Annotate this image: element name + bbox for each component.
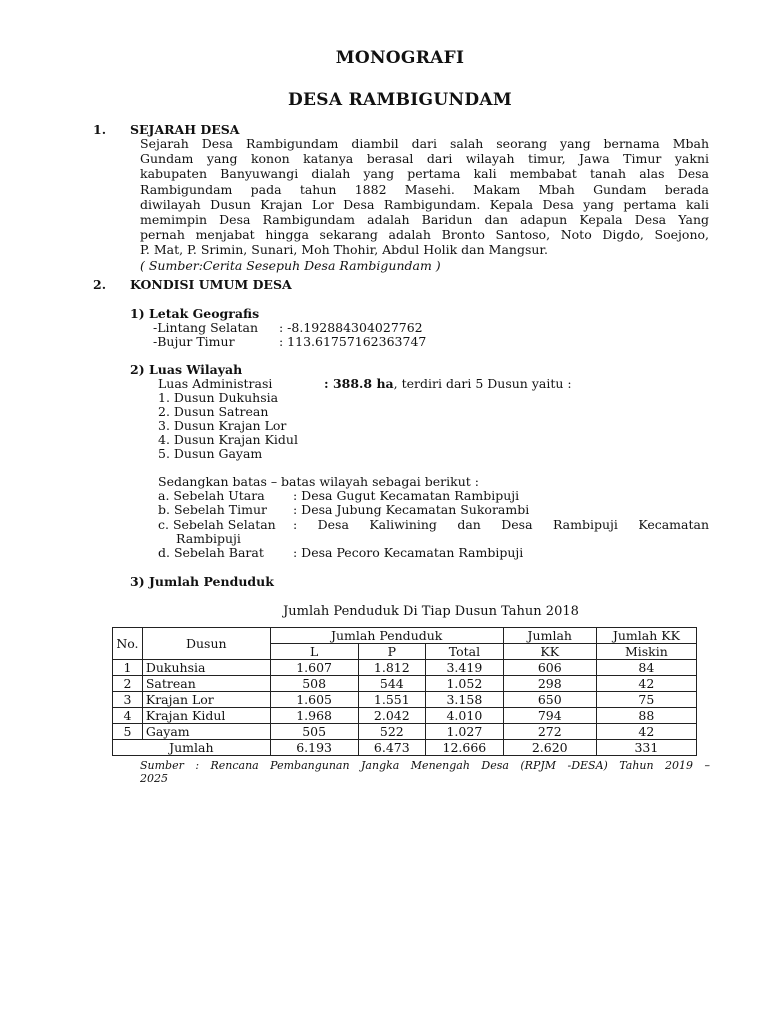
total-kk: 2.620 (503, 740, 596, 756)
border-south-continuation: Rambipuji (176, 531, 241, 546)
section-2-number: 2. (93, 277, 107, 292)
latitude-value: : -8.192884304027762 (279, 320, 423, 335)
border-east-label: b. Sebelah Timur (158, 502, 267, 517)
header-dusun: Dusun (142, 628, 270, 660)
source-note-line: 2025 (140, 771, 168, 785)
admin-area-label: Luas Administrasi (158, 376, 273, 391)
cell-miskin: 42 (596, 724, 696, 740)
cell-no: 1 (113, 660, 143, 676)
border-east-value: : Desa Jubung Kecamatan Sukorambi (293, 502, 530, 517)
border-intro: Sedangkan batas – batas wilayah sebagai berikut : (158, 474, 479, 489)
cell-kk: 794 (503, 708, 596, 724)
header-kk-miskin-2: Miskin (596, 644, 696, 660)
cell-p: 1.812 (358, 660, 425, 676)
dusun-list-item: 1. Dusun Dukuhsia (158, 390, 279, 405)
geo-heading: 1) Letak Geografis (130, 306, 260, 321)
source-note-line: Sumber : Rencana Pembangunan Jangka Menengah Desa (RPJM -DESA) Tahun 2019 – (140, 759, 710, 772)
table-caption: Jumlah Penduduk Di Tiap Dusun Tahun 2018 (283, 604, 579, 619)
document-subtitle: DESA RAMBIGUNDAM (288, 90, 512, 110)
cell-p: 1.551 (358, 692, 425, 708)
dusun-list-item: 2. Dusun Satrean (158, 404, 269, 419)
total-l: 6.193 (270, 740, 358, 756)
history-line: pernah menjabat hingga sekarang adalah Bronto Santoso, Noto Digdo, Soejono, (140, 227, 709, 243)
dusun-list-item: 4. Dusun Krajan Kidul (158, 432, 298, 447)
total-miskin: 331 (596, 740, 696, 756)
section-1-heading: SEJARAH DESA (130, 122, 240, 137)
border-south-value: : Desa Kaliwining dan Desa Rambipuji Kecamatan (293, 517, 709, 532)
total-label: Jumlah (113, 740, 271, 756)
total-p: 6.473 (358, 740, 425, 756)
admin-area-text (324, 376, 572, 391)
header-jumlah-penduduk: Jumlah Penduduk (270, 628, 503, 644)
cell-dusun: Satrean (142, 676, 270, 692)
cell-kk: 298 (503, 676, 596, 692)
cell-dusun: Gayam (142, 724, 270, 740)
cell-no: 3 (113, 692, 143, 708)
table-row (113, 660, 697, 676)
cell-l: 505 (270, 724, 358, 740)
header-no: No. (113, 628, 143, 660)
border-west-label: d. Sebelah Barat (158, 545, 264, 560)
cell-p: 2.042 (358, 708, 425, 724)
history-line: kabupaten Banyuwangi dialah yang pertama kali membabat tanah alas Desa (140, 166, 709, 182)
table-row (113, 708, 697, 724)
cell-miskin: 42 (596, 676, 696, 692)
cell-no: 5 (113, 724, 143, 740)
cell-total: 3.419 (426, 660, 504, 676)
table-source-note (140, 760, 710, 785)
longitude-value: : 113.61757162363747 (279, 334, 427, 349)
section-1-number: 1. (93, 122, 107, 137)
cell-total: 3.158 (426, 692, 504, 708)
latitude-label: -Lintang Selatan (153, 320, 259, 335)
cell-no: 2 (113, 676, 143, 692)
cell-l: 1.605 (270, 692, 358, 708)
header-total: Total (426, 644, 504, 660)
header-p: P (358, 644, 425, 660)
cell-total: 1.027 (426, 724, 504, 740)
cell-l: 1.607 (270, 660, 358, 676)
cell-l: 1.968 (270, 708, 358, 724)
history-line: Gundam yang konon katanya berasal dari wilayah timur, Jawa Timur yakni (140, 151, 709, 167)
header-jumlah-kk-2: KK (503, 644, 596, 660)
cell-kk: 272 (503, 724, 596, 740)
header-l: L (270, 644, 358, 660)
dusun-list-item: 5. Dusun Gayam (158, 446, 263, 461)
admin-area-suffix: , terdiri dari 5 Dusun yaitu : (393, 376, 572, 391)
table-total-row (113, 740, 697, 756)
cell-p: 522 (358, 724, 425, 740)
border-south-label: c. Sebelah Selatan (158, 517, 276, 532)
section-2-heading: KONDISI UMUM DESA (130, 277, 292, 292)
cell-l: 508 (270, 676, 358, 692)
population-table (112, 627, 697, 756)
border-north-label: a. Sebelah Utara (158, 488, 265, 503)
dusun-list-item: 3. Dusun Krajan Lor (158, 418, 287, 433)
table-header-row (113, 628, 697, 644)
cell-dusun: Krajan Kidul (142, 708, 270, 724)
cell-miskin: 88 (596, 708, 696, 724)
history-line: Sejarah Desa Rambigundam diambil dari salah seorang yang bernama Mbah (140, 136, 709, 151)
history-line: Rambigundam pada tahun 1882 Masehi. Makam Mbah Gundam berada (140, 181, 709, 197)
cell-dusun: Krajan Lor (142, 692, 270, 708)
cell-total: 1.052 (426, 676, 504, 692)
cell-miskin: 84 (596, 660, 696, 676)
border-west-value: : Desa Pecoro Kecamatan Rambipuji (293, 545, 524, 560)
table-row (113, 692, 697, 708)
history-line: P. Mat, P. Srimin, Sunari, Moh Thohir, Abdul Holik dan Mangsur. (140, 242, 548, 258)
admin-area-value: : 388.8 ha (324, 376, 394, 391)
total-total: 12.666 (426, 740, 504, 756)
table-row (113, 724, 697, 740)
cell-kk: 606 (503, 660, 596, 676)
cell-no: 4 (113, 708, 143, 724)
population-heading: 3) Jumlah Penduduk (130, 574, 274, 589)
document-title: MONOGRAFI (335, 48, 465, 68)
cell-total: 4.010 (426, 708, 504, 724)
history-paragraph (140, 136, 709, 273)
history-line: diwilayah Dusun Krajan Lor Desa Rambigundam. Kepala Desa yang pertama kali (140, 196, 709, 212)
cell-miskin: 75 (596, 692, 696, 708)
header-kk-miskin: Jumlah KK (596, 628, 696, 644)
table-row (113, 676, 697, 692)
header-jumlah-kk: Jumlah (503, 628, 596, 644)
border-north-value: : Desa Gugut Kecamatan Rambipuji (293, 488, 520, 503)
cell-dusun: Dukuhsia (142, 660, 270, 676)
history-line: memimpin Desa Rambigundam adalah Baridun dan adapun Kepala Desa Yang (140, 211, 709, 227)
cell-kk: 650 (503, 692, 596, 708)
cell-p: 544 (358, 676, 425, 692)
area-heading: 2) Luas Wilayah (130, 362, 243, 377)
history-source: ( Sumber:Cerita Sesepuh Desa Rambigundam ) (140, 257, 441, 273)
longitude-label: -Bujur Timur (153, 334, 235, 349)
